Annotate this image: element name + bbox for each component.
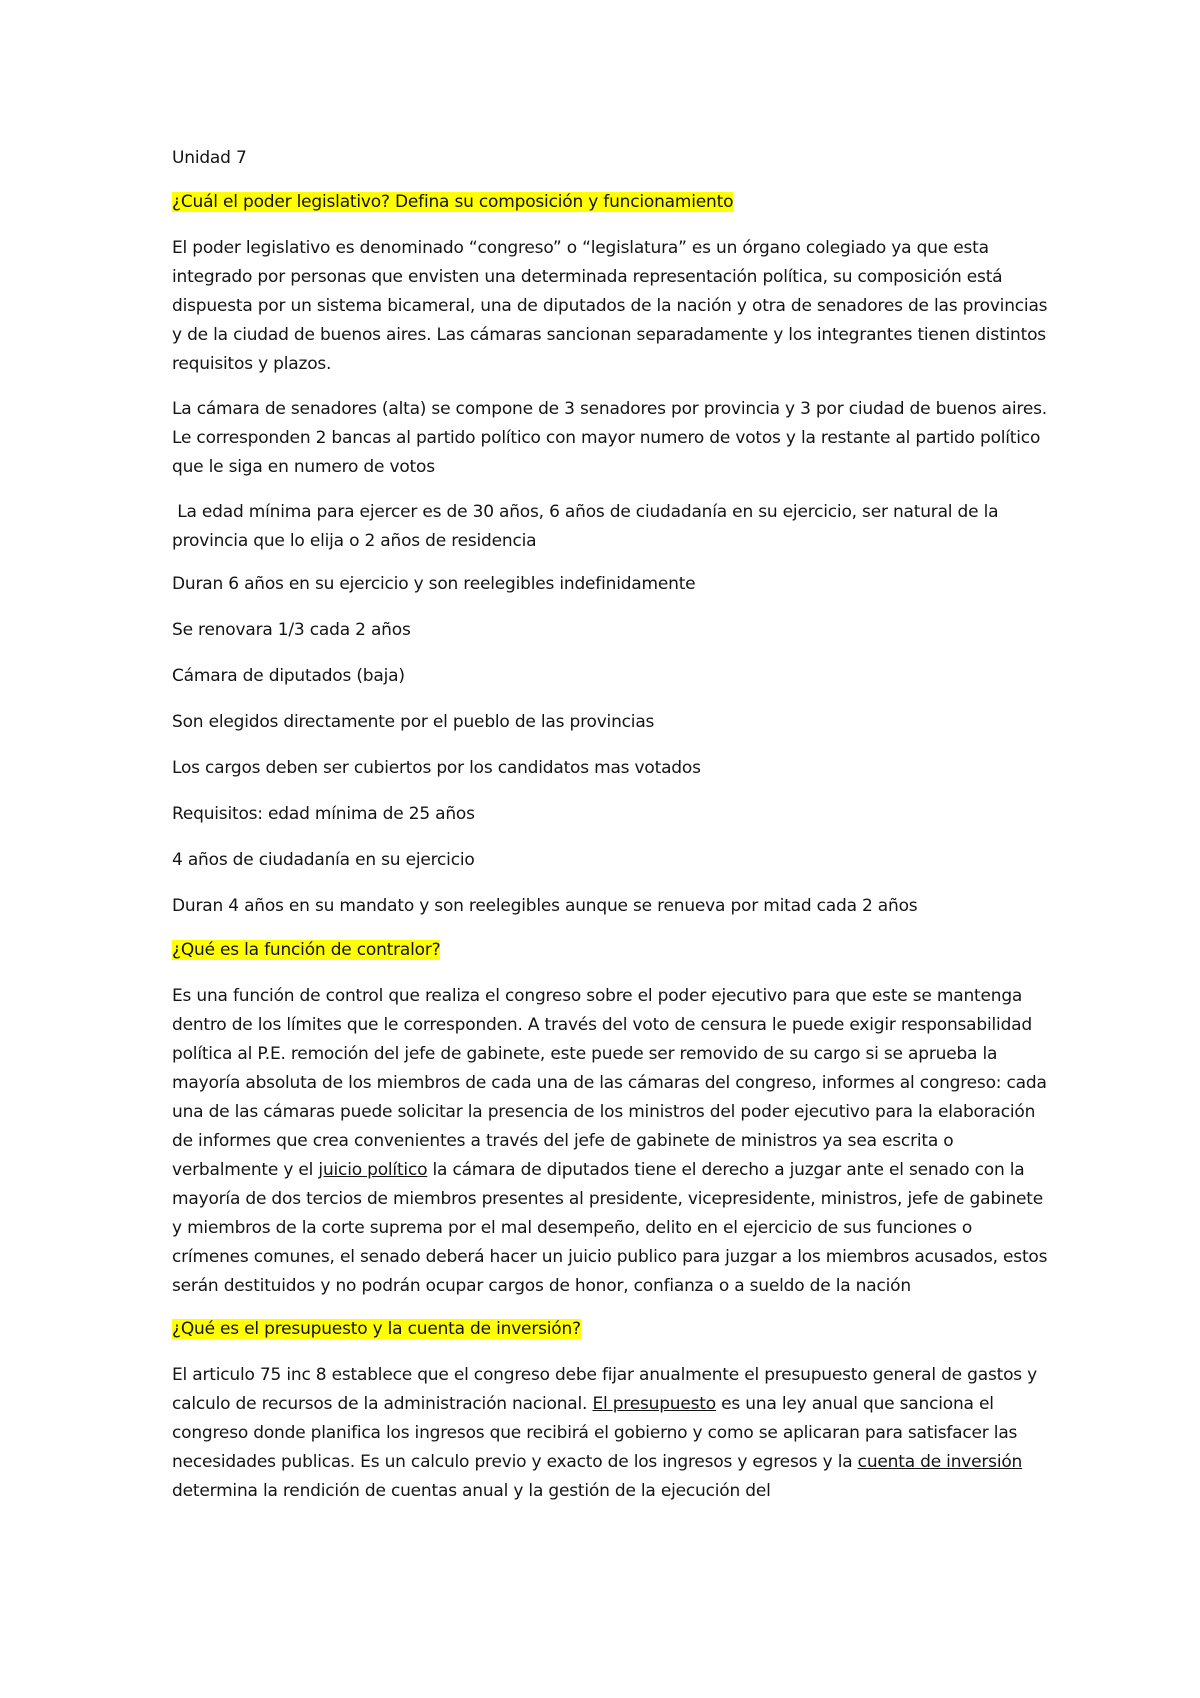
question-highlight: ¿Cuál el poder legislativo? Defina su composición y funcionamiento [172, 192, 734, 212]
line-senate-duration: Duran 6 años en su ejercicio y son reelegibles indefinidamente [172, 574, 696, 594]
question-budget [172, 1317, 1052, 1341]
line-senate-renewal: Se renovara 1/3 cada 2 años [172, 620, 411, 640]
text-segment: la cámara de diputados tiene el derecho a juzgar ante el senado con la mayoría de dos tercios de miembros presentes al presidente, vicepresidente, ministros, jefe de gabinete y miembros de la corte suprema por el mal desempeño, delito en el ejercicio de sus funciones o crímenes comunes, el senado deberá hacer un juicio publico para juzgar a los miembros acusados, estos serán destituidos y no podrán ocupar cargos de honor, confianza o a sueldo de la nación [172, 1160, 1048, 1296]
line-deputies-heading: Cámara de diputados (baja) [172, 666, 405, 686]
line-deputies-requirements: Requisitos: edad mínima de 25 años [172, 804, 475, 824]
paragraph-senate-requirements: La edad mínima para ejercer es de 30 años, 6 años de ciudadanía en su ejercicio, ser natural de la provincia que lo elija o 2 años de residencia [172, 502, 1004, 551]
text-segment: Es una función de control que realiza el congreso sobre el poder ejecutivo para que este se mantenga dentro de los límites que le corresponden. A través del voto de censura le puede exigir responsabilidad política al P.E. remoción del jefe de gabinete, este puede ser removido de su cargo si se aprueba la mayoría absoluta de los miembros de cada una de las cámaras del congreso, informes al congreso: cada una de las cámaras puede solicitar la presencia de los ministros del poder ejecutivo para la elaboración de informes que crea convenientes a través del jefe de gabinete de ministros ya sea escrita o verbalmente y el [172, 986, 1047, 1180]
paragraph-budget [172, 1361, 1052, 1506]
unit-title: Unidad 7 [172, 148, 247, 168]
line-deputies-citizenship: 4 años de ciudadanía en su ejercicio [172, 850, 475, 870]
line-deputies-election: Son elegidos directamente por el pueblo de las provincias [172, 712, 655, 732]
line-deputies-duration: Duran 4 años en su mandato y son reelegibles aunque se renueva por mitad cada 2 años [172, 896, 918, 916]
paragraph-legislative-definition: El poder legislativo es denominado “congreso” o “legislatura” es un órgano colegiado ya que esta integrado por personas que envisten una determinada representación política, su composición está dispuesta por un sistema bicameral, una de diputados de la nación y otra de senadores de las provincias y de la ciudad de buenos aires. Las cámaras sancionan separadamente y los integrantes tienen distintos requisitos y plazos. [172, 238, 1048, 374]
line-deputies-positions: Los cargos deben ser cubiertos por los candidatos mas votados [172, 758, 701, 778]
text-segment: es una ley anual que sanciona el congreso donde planifica los ingresos que recibirá el gobierno y como se aplicaran para satisfacer las necesidades publicas. Es un calculo previo y exacto de los ingresos y egresos y la [172, 1394, 1018, 1472]
underlined-term: El presupuesto [592, 1394, 716, 1414]
underlined-term: juicio político [318, 1160, 428, 1180]
text-segment: determina la rendición de cuentas anual y la gestión de la ejecución del [172, 1481, 771, 1501]
underlined-term: cuenta de inversión [857, 1452, 1023, 1472]
question-legislative-power [172, 190, 1052, 214]
text-segment: El articulo 75 inc 8 establece que el congreso debe fijar anualmente el presupuesto general de gastos y calculo de recursos de la administración nacional. [172, 1365, 1037, 1414]
question-highlight: ¿Qué es el presupuesto y la cuenta de inversión? [172, 1319, 581, 1339]
paragraph-contralor [172, 982, 1052, 1301]
question-highlight: ¿Qué es la función de contralor? [172, 940, 441, 960]
question-contralor [172, 938, 1052, 962]
document-page [172, 146, 1052, 1522]
paragraph-senate-composition: La cámara de senadores (alta) se compone de 3 senadores por provincia y 3 por ciudad de buenos aires. Le corresponden 2 bancas al partido político con mayor numero de votos y la restante al partido político que le siga en numero de votos [172, 399, 1047, 477]
